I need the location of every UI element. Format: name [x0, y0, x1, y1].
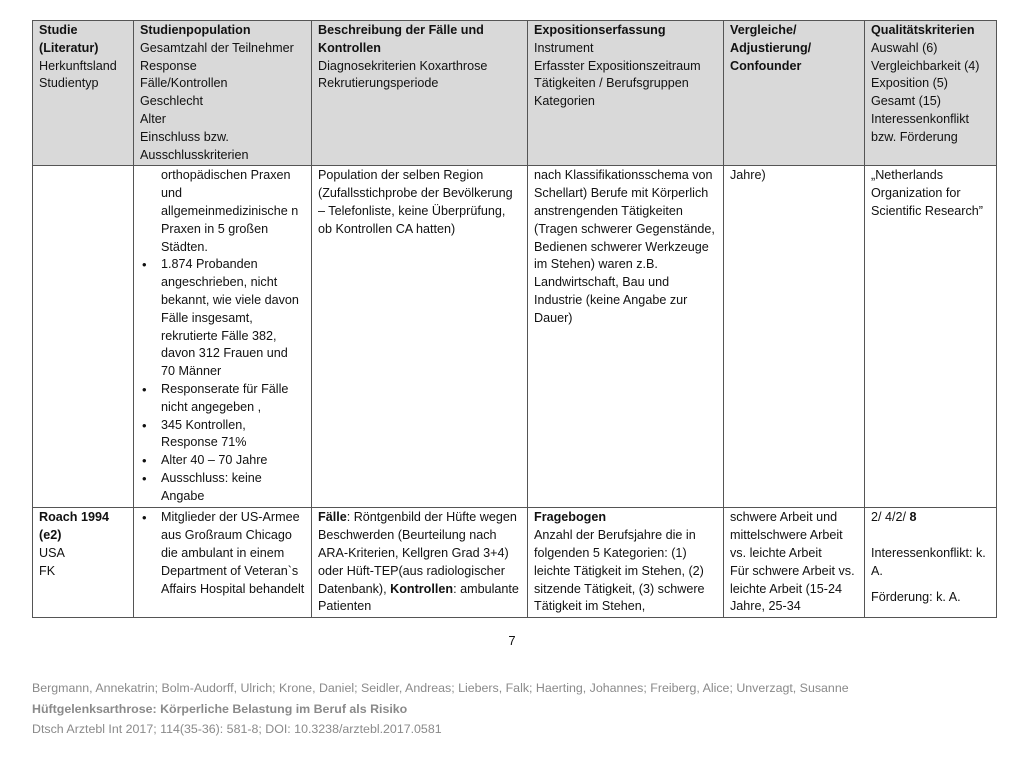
study-type: FK	[39, 563, 56, 578]
cell-comparison: Jahre)	[724, 166, 865, 508]
header-population-sub: Einschluss bzw.	[140, 129, 229, 144]
cell-population	[134, 508, 312, 618]
controls-text: : ambulante Patienten	[318, 581, 519, 614]
header-study	[33, 21, 134, 166]
exposure-text: Anzahl der Berufsjahre die in folgenden 5 Kategorien: (1) leichte Tätigkeit im Stehen, (2) sitzende Tätigkeit, (3) schwere Tätigkeit im Stehen,	[534, 528, 705, 614]
header-description-title: Beschreibung der Fälle und	[318, 23, 484, 37]
header-exposure-sub: Instrument	[534, 40, 594, 55]
quality-score: 2/ 4/2/ 8	[871, 510, 917, 525]
header-quality-sub: Exposition (5)	[871, 76, 948, 91]
header-exposure-title: Expositionserfassung	[534, 23, 666, 37]
cases-label: Fälle	[318, 510, 347, 525]
study-name: Roach 1994 (e2)	[39, 510, 110, 543]
evidence-table	[32, 20, 997, 618]
cell-comparison: schwere Arbeit und mittelschwere Arbeit vs. leichte Arbeit Für schwere Arbeit vs. leichte Arbeit (15-24 Jahre, 25-34	[724, 508, 865, 618]
population-list	[140, 509, 305, 598]
header-population-sub: Alter	[140, 111, 166, 126]
exposure-label: Fragebogen	[534, 510, 607, 525]
list-item: • Mitglieder der US-Armee aus Großraum Chicago die ambulant in einem Department of Veteran`s Affairs Hospital behandelt	[140, 509, 305, 598]
header-population-sub: Fälle/Kontrollen	[140, 76, 228, 91]
list-item: • Ausschluss: keine Angabe	[140, 470, 305, 506]
header-population-title: Studienpopulation	[140, 23, 251, 37]
list-item: • Alter 40 – 70 Jahre	[140, 452, 305, 470]
list-item: • 1.874 Probanden angeschrieben, nicht bekannt, wie viele davon Fälle insgesamt, rekrutierte Fälle 382, davon 312 Frauen und 70 Männer	[140, 256, 305, 381]
list-item: orthopädischen Praxen und allgemeinmedizinische n Praxen in 5 großen Städten.	[161, 168, 299, 254]
cell-description	[312, 508, 528, 618]
header-description-sub: Rekrutierungsperiode	[318, 76, 439, 91]
footer-citation: Dtsch Arztebl Int 2017; 114(35-36): 581-8; DOI: 10.3238/arztebl.2017.0581	[32, 722, 442, 736]
footer	[32, 678, 849, 740]
cell-exposure: nach Klassifikationsschema von Schellart) Berufe mit Körperlich anstrengenden Tätigkeiten (Tragen schwerer Gegenstände, Bedienen schwerer Werkzeuge im Stehen) waren z.B. Landwirtschaft, Bau und Industrie (keine Angabe zur Dauer)	[528, 166, 724, 508]
header-description	[312, 21, 528, 166]
header-population	[134, 21, 312, 166]
cell-population	[134, 166, 312, 508]
cell-description: Population der selben Region (Zufallsstichprobe der Bevölkerung – Telefonliste, keine Überprüfung, ob Kontrollen CA hatten)	[312, 166, 528, 508]
list-item: • 345 Kontrollen, Response 71%	[140, 417, 305, 453]
header-exposure-sub: Tätigkeiten / Berufsgruppen	[534, 76, 689, 91]
header-quality-sub: Auswahl (6)	[871, 40, 938, 55]
header-exposure-sub: Kategorien	[534, 94, 595, 109]
cell-study	[33, 508, 134, 618]
footer-authors: Bergmann, Annekatrin; Bolm-Audorff, Ulrich; Krone, Daniel; Seidler, Andreas; Liebers, Falk; Haerting, Johannes; Freiberg, Alice; Unverzagt, Susanne	[32, 681, 849, 695]
controls-label: Kontrollen	[390, 581, 454, 596]
footer-title: Hüftgelenksarthrose: Körperliche Belastung im Beruf als Risiko	[32, 701, 408, 716]
quality-conflict: Interessenkonflikt: k. A.	[871, 545, 986, 578]
header-comparison-title: Adjustierung/	[730, 40, 812, 55]
quality-funding: Förderung: k. A.	[871, 589, 961, 604]
header-quality	[865, 21, 997, 166]
header-description-title-2: Kontrollen	[318, 40, 381, 55]
header-study-title-2: (Literatur)	[39, 40, 99, 55]
cell-study	[33, 166, 134, 508]
header-quality-sub: bzw. Förderung	[871, 129, 958, 144]
table-row	[33, 508, 997, 618]
cell-exposure	[528, 508, 724, 618]
header-exposure-sub: Erfasster Expositionszeitraum	[534, 58, 701, 73]
page-number: 7	[508, 633, 516, 648]
header-quality-sub: Vergleichbarkeit (4)	[871, 58, 980, 73]
table-header-row	[33, 21, 997, 166]
cases-text: : Röntgenbild der Hüfte wegen Beschwerden (Beurteilung nach ARA-Kriterien, Kellgren Grad 3+4) oder Hüft-TEP(aus radiologischer Datenbank),	[318, 510, 517, 596]
header-population-sub: Response	[140, 58, 197, 73]
header-comparison	[724, 21, 865, 166]
header-study-sub: Herkunftsland	[39, 58, 117, 73]
header-study-sub-2: Studientyp	[39, 76, 99, 91]
header-study-title: Studie	[39, 23, 78, 37]
header-comparison-title: Confounder	[730, 58, 802, 73]
header-quality-title: Qualitätskriterien	[871, 23, 975, 37]
population-list	[140, 167, 305, 505]
header-comparison-title: Vergleiche/	[730, 23, 797, 37]
study-country: USA	[39, 545, 65, 560]
header-quality-sub: Interessenkonflikt	[871, 111, 970, 126]
header-population-sub: Geschlecht	[140, 94, 203, 109]
cell-quality	[865, 508, 997, 618]
list-item: • Responserate für Fälle nicht angegeben ,	[140, 381, 305, 417]
header-exposure	[528, 21, 724, 166]
header-population-sub: Ausschlusskriterien	[140, 147, 249, 162]
table-row	[33, 166, 997, 508]
cell-quality: „Netherlands Organization for Scientific Research”	[865, 166, 997, 508]
header-quality-sub: Gesamt (15)	[871, 94, 941, 109]
header-population-sub: Gesamtzahl der Teilnehmer	[140, 40, 294, 55]
header-description-sub: Diagnosekriterien Koxarthrose	[318, 58, 488, 73]
